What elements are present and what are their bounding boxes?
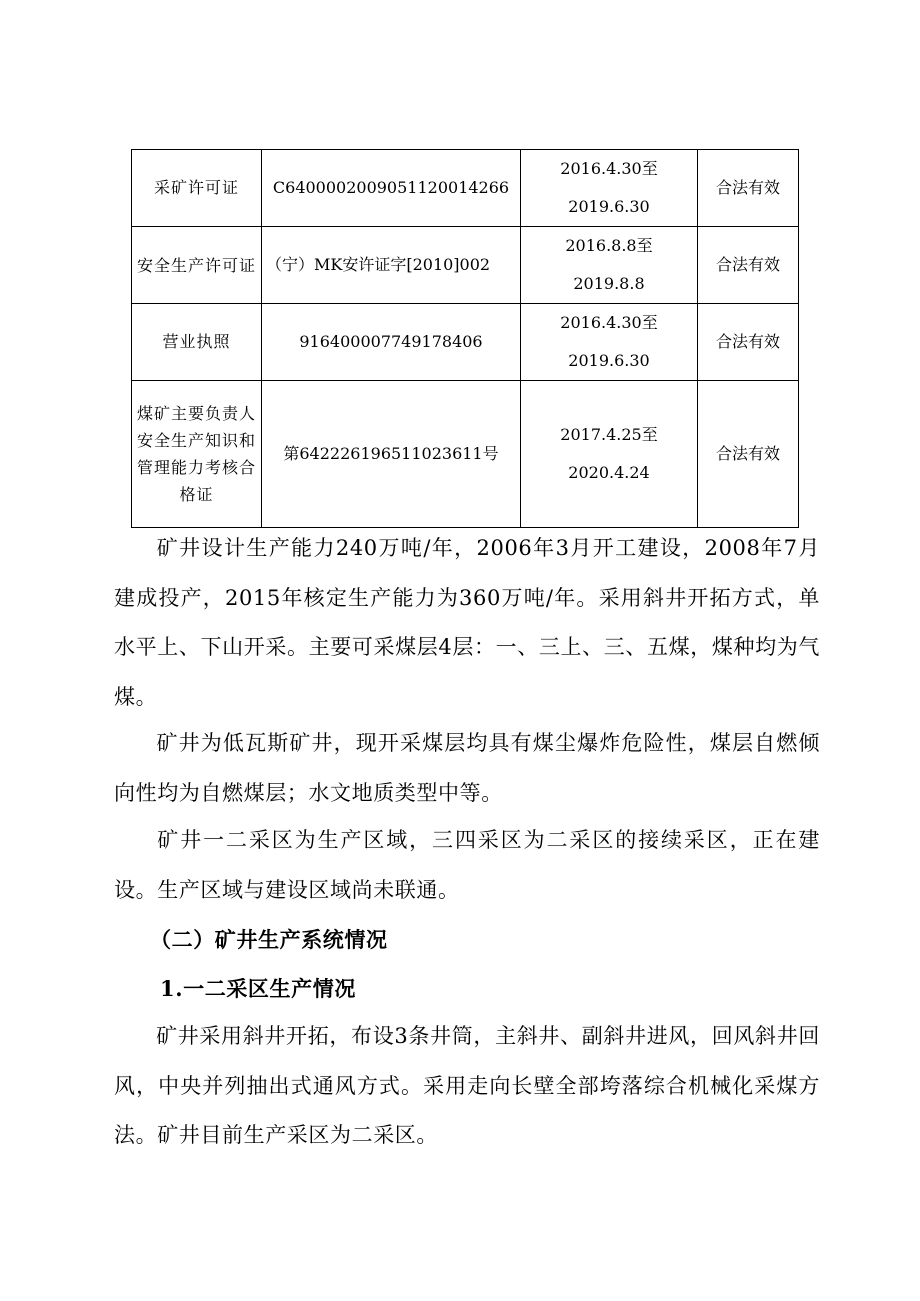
paragraph-text: 矿井采用斜井开拓，布设3条井筒，主斜井、副斜井进风，回风斜井回风，中央并列抽出式通风方式。采用走向长壁全部垮落综合机械化采煤方法。矿井目前生产采区为二采区。 — [114, 1024, 820, 1147]
license-validity — [521, 150, 698, 227]
date-to: 2019.8.8 — [573, 274, 645, 293]
license-number: 第642226196511023611号 — [262, 381, 521, 528]
date-from: 2016.4.30至 — [560, 159, 658, 178]
license-name: 煤矿主要负责人安全生产知识和管理能力考核合格证 — [132, 381, 262, 528]
paragraph-mining-areas — [114, 816, 820, 915]
license-status: 合法有效 — [698, 381, 799, 528]
license-number: 916400007749178406 — [262, 304, 521, 381]
license-number: （宁）MK安许证字[2010]002 — [262, 227, 521, 304]
license-validity — [521, 227, 698, 304]
paragraph-production-system — [114, 1012, 820, 1161]
license-status: 合法有效 — [698, 227, 799, 304]
license-validity — [521, 381, 698, 528]
license-name: 安全生产许可证 — [132, 227, 262, 304]
license-name: 营业执照 — [132, 304, 262, 381]
table-row — [132, 227, 799, 304]
date-to: 2020.4.24 — [568, 463, 650, 482]
subsection-heading: 1.一二采区生产情况 — [160, 976, 356, 1001]
paragraph-gas-level — [114, 719, 820, 818]
license-status: 合法有效 — [698, 150, 799, 227]
table-row — [132, 381, 799, 528]
license-table — [131, 149, 799, 528]
date-to: 2019.6.30 — [568, 197, 650, 216]
license-name: 采矿许可证 — [132, 150, 262, 227]
date-from: 2016.8.8至 — [565, 236, 653, 255]
table-row — [132, 150, 799, 227]
paragraph-text: 矿井设计生产能力240万吨/年，2006年3月开工建设，2008年7月建成投产，2015年核定生产能力为360万吨/年。采用斜井开拓方式，单水平上、下山开采。主要可采煤层4层：一、三上、三、五煤，煤种均为气煤。 — [114, 536, 820, 709]
date-from: 2016.4.30至 — [560, 313, 658, 332]
date-to: 2019.6.30 — [568, 351, 650, 370]
paragraph-text: 矿井为低瓦斯矿井，现开采煤层均具有煤尘爆炸危险性，煤层自燃倾向性均为自燃煤层；水文地质类型中等。 — [114, 731, 820, 805]
license-validity — [521, 304, 698, 381]
date-from: 2017.4.25至 — [560, 425, 658, 444]
section-heading: （二）矿井生产系统情况 — [150, 927, 388, 952]
paragraph-mine-capacity — [114, 524, 820, 722]
license-status: 合法有效 — [698, 304, 799, 381]
table-row — [132, 304, 799, 381]
license-number: C6400002009051120014266 — [262, 150, 521, 227]
paragraph-text: 矿井一二采区为生产区域，三四采区为二采区的接续采区，正在建设。生产区域与建设区域尚未联通。 — [114, 828, 820, 902]
